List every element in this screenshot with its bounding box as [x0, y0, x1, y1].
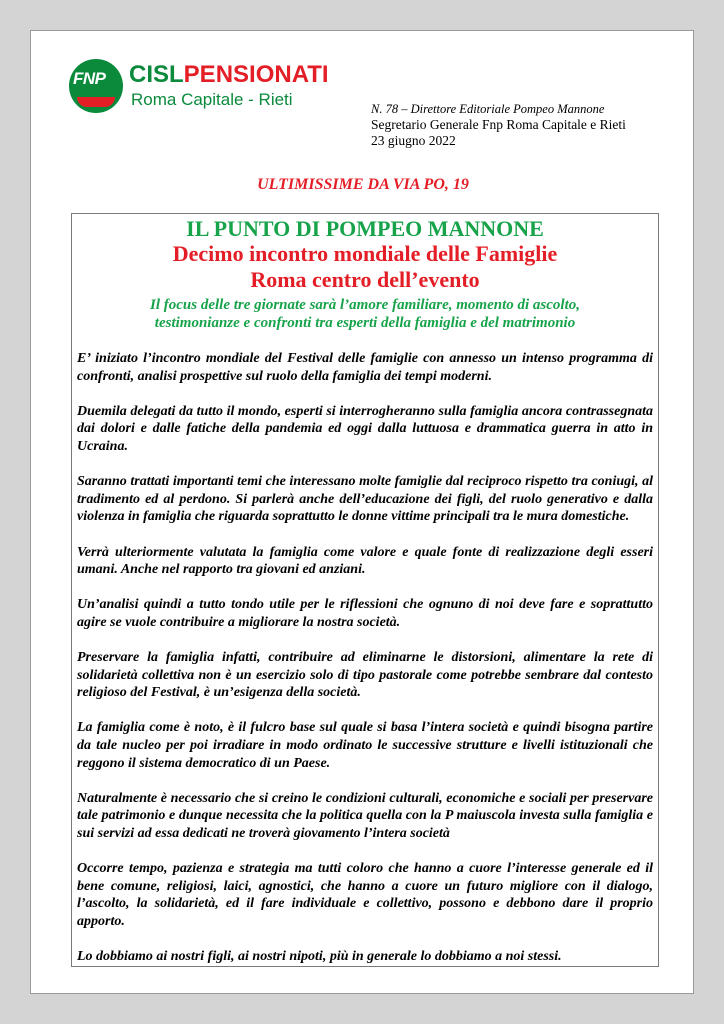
paragraph: La famiglia come è noto, è il fulcro base sul quale si basa l’intera società e quindi bisogna partire da tale nucleo per poi irradiare in modo ordinato le successive strutture e livelli istituzionali che reggono il sistema democratico di un Paese.	[77, 720, 653, 771]
paragraph: Saranno trattati importanti temi che interessano molte famiglie dal reciproco rispetto tra coniugi, al tradimento ed al perdono. Si parlerà anche dell’educazione dei figli, del ruolo generativo e dalla violenza in famiglia che riguarda soprattutto le donne vittime principali tra le mura domestiche.	[77, 474, 653, 525]
paragraph: Preservare la famiglia infatti, contribuire ad eliminarne le distorsioni, alimentare la rete di solidarietà collettiva non è un esercizio solo di tipo pastorale come potrebbe sembrare dal contesto religioso del Festival, è un’esigenza della società.	[77, 650, 653, 701]
role-line: Segretario Generale Fnp Roma Capitale e Rieti	[371, 117, 626, 132]
logo-fnp-text: FNP	[73, 69, 106, 88]
fnp-logo-icon	[69, 59, 123, 113]
article-subtitle	[77, 296, 653, 332]
paragraph: E’ iniziato l’incontro mondiale del Festival delle famiglie con annesso un intenso programma di confronti, analisi prospettive sul ruolo della famiglia dei tempi moderni.	[77, 351, 653, 384]
section-kicker: ULTIMISSIME DA VIA PO, 19	[257, 176, 469, 193]
issue-line: N. 78 – Direttore Editoriale Pompeo Mannone	[371, 102, 605, 116]
article-title-line-1: Decimo incontro mondiale delle Famiglie	[172, 241, 558, 266]
logo-cisl-text: CISL	[129, 61, 184, 88]
logo-swoosh-icon	[77, 97, 115, 107]
subtitle-line-1: Il focus delle tre giornate sarà l’amore familiare, momento di ascolto,	[150, 297, 580, 313]
paragraph: Naturalmente è necessario che si creino le condizioni culturali, economiche e sociali per preservare tale patrimonio e dunque necessita che la politica quella con la P maiuscola investa sulla famiglia e sui servizi ad essa dedicati ne troverà giovamento l’intera società	[77, 790, 653, 842]
paragraph: Duemila delegati da tutto il mondo, esperti si interrogheranno sulla famiglia ancora contrassegnata dai dolori e dalle fatiche della pandemia ed oggi dalla luttuosa e drammatica guerra in atto in Ucraina.	[77, 403, 653, 454]
article-heading: IL PUNTO DI POMPEO MANNONE	[186, 216, 544, 241]
article-box	[71, 213, 659, 967]
logo-subtitle: Roma Capitale - Rieti	[131, 90, 293, 109]
document-page	[30, 30, 694, 994]
logo-wordmark	[129, 61, 329, 89]
logo-pensionati-text: PENSIONATI	[183, 61, 329, 88]
editorial-info	[371, 101, 626, 149]
article-body	[77, 350, 653, 966]
article-title-line-2: Roma centro dell’evento	[250, 267, 480, 292]
subtitle-line-2: testimonianze e confronti tra esperti della famiglia e del matrimonio	[154, 315, 576, 331]
paragraph: Lo dobbiamo ai nostri figli, ai nostri nipoti, più in generale lo dobbiamo a noi stessi.	[77, 949, 562, 965]
cisl-pensionati-logo	[69, 59, 329, 115]
paragraph: Un’analisi quindi a tutto tondo utile per le riflessioni che ognuno di noi deve fare e soprattutto agire se vuole contribuire a migliorare la nostra società.	[77, 597, 653, 630]
paragraph: Verrà ulteriormente valutata la famiglia come valore e quale fonte di realizzazione degli esseri umani. Anche nel rapporto tra giovani ed anziani.	[77, 544, 653, 578]
paragraph: Occorre tempo, pazienza e strategia ma tutti coloro che hanno a cuore l’interesse generale ed il bene comune, religiosi, laici, agnostici, che hanno a cuore un futuro migliore con il dialogo, l’ascolto, la solidarietà, ed il fare individuale e collettivo, possono e debbono dare il proprio apporto.	[77, 861, 653, 929]
date-line: 23 giugno 2022	[371, 133, 456, 148]
